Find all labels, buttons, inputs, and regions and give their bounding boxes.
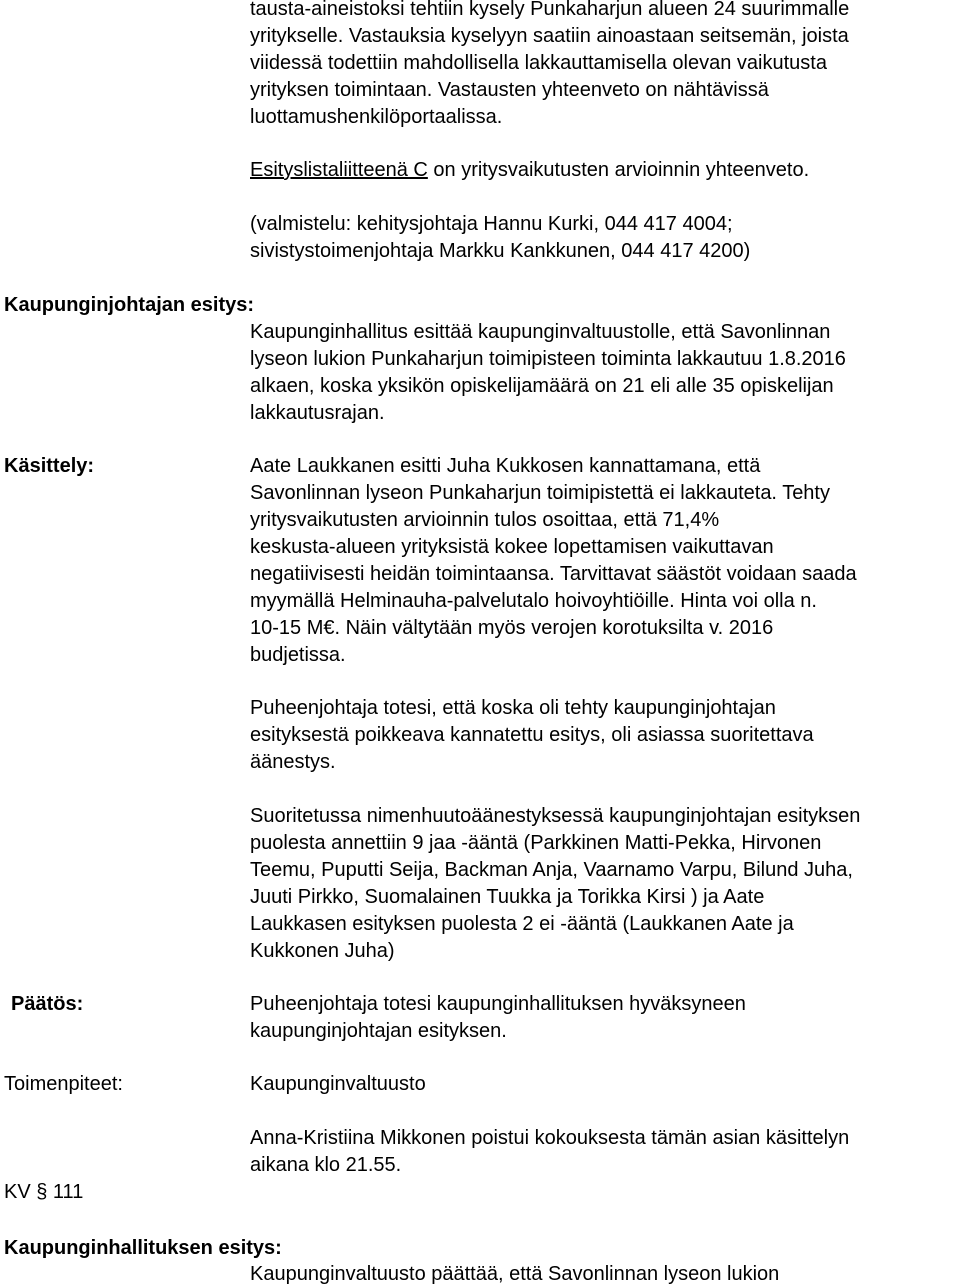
processing-paragraph-3 <box>250 803 960 965</box>
processing-line: Laukkasen esityksen puolesta 2 ei -ääntä (Laukkanen Aate ja <box>250 913 794 935</box>
processing-line: Teemu, Puputti Seija, Backman Anja, Vaarnamo Varpu, Bilund Juha, <box>250 859 853 881</box>
processing-line: puolesta annettiin 9 jaa -ääntä (Parkkinen Matti-Pekka, Hirvonen <box>250 832 822 854</box>
council-proposal-line: Kaupunginvaltuusto päättää, että Savonlinnan lyseon lukion <box>250 1263 780 1285</box>
attachment-text: on yritysvaikutusten arvioinnin yhteenveto. <box>427 159 810 181</box>
mayor-proposal-label: Kaupunginjohtajan esitys: <box>4 294 255 316</box>
actions-label: Toimenpiteet: <box>4 1073 123 1095</box>
attachment-paragraph <box>250 157 960 184</box>
mayor-proposal-line: alkaen, koska yksikön opiskelijamäärä on 21 eli alle 35 opiskelijan <box>250 375 834 397</box>
processing-line: budjetissa. <box>250 644 346 666</box>
processing-line: Aate Laukkanen esitti Juha Kukkosen kannattamana, että <box>250 455 761 477</box>
note-line: aikana klo 21.55. <box>250 1154 402 1176</box>
processing-line: 10-15 M€. Näin vältytään myös verojen korotuksilta v. 2016 <box>250 617 774 639</box>
processing-paragraph-2 <box>250 695 960 776</box>
preparation-paragraph <box>250 211 960 265</box>
processing-line: Savonlinnan lyseon Punkaharjun toimipistettä ei lakkauteta. Tehty <box>250 482 830 504</box>
intro-line: tausta-aineistoksi tehtiin kysely Punkaharjun alueen 24 suurimmalle <box>250 0 850 20</box>
processing-label: Käsittely: <box>4 455 95 477</box>
processing-line: keskusta-alueen yrityksistä kokee lopettamisen vaikuttavan <box>250 536 774 558</box>
council-proposal-label: Kaupunginhallituksen esitys: <box>4 1237 282 1259</box>
intro-line: yritykselle. Vastauksia kyselyyn saatiin ainoastaan seitsemän, joista <box>250 25 849 47</box>
mayor-proposal-text <box>250 319 960 427</box>
processing-line: yritysvaikutusten arvioinnin tulos osoittaa, että 71,4% <box>250 509 720 531</box>
processing-line: Suoritetussa nimenhuutoäänestyksessä kaupunginjohtajan esityksen <box>250 805 861 827</box>
preparation-line: sivistystoimenjohtaja Markku Kankkunen, 044 417 4200) <box>250 240 751 262</box>
actions-value: Kaupunginvaltuusto <box>250 1073 426 1095</box>
note-paragraph <box>250 1125 960 1179</box>
processing-line: Juuti Pirkko, Suomalainen Tuukka ja Torikka Kirsi ) ja Aate <box>250 886 765 908</box>
intro-paragraph <box>250 0 960 131</box>
processing-line: myymällä Helminauha-palvelutalo hoivoyhtiöille. Hinta voi olla n. <box>250 590 817 612</box>
decision-label: Päätös: <box>11 993 84 1015</box>
preparation-line: (valmistelu: kehitysjohtaja Hannu Kurki, 044 417 4004; <box>250 213 733 235</box>
intro-line: yrityksen toimintaan. Vastausten yhteenveto on nähtävissä <box>250 79 769 101</box>
processing-line: negatiivisesti heidän toimintaansa. Tarvittavat säästöt voidaan saada <box>250 563 857 585</box>
decision-line: Puheenjohtaja totesi kaupunginhallituksen hyväksyneen <box>250 993 746 1015</box>
kv-section-label: KV § 111 <box>4 1181 84 1203</box>
attachment-link[interactable]: Esityslistaliitteenä C <box>250 159 428 181</box>
intro-line: luottamushenkilöportaalissa. <box>250 106 503 128</box>
note-line: Anna-Kristiina Mikkonen poistui kokouksesta tämän asian käsittelyn <box>250 1127 850 1149</box>
intro-line: viidessä todettiin mahdollisella lakkauttamisella olevan vaikutusta <box>250 52 827 74</box>
processing-line: esityksestä poikkeava kannatettu esitys, oli asiassa suoritettava <box>250 724 814 746</box>
mayor-proposal-line: Kaupunginhallitus esittää kaupunginvaltuustolle, että Savonlinnan <box>250 321 831 343</box>
processing-paragraph-1 <box>250 453 960 669</box>
mayor-proposal-line: lyseon lukion Punkaharjun toimipisteen toiminta lakkautuu 1.8.2016 <box>250 348 846 370</box>
processing-line: Puheenjohtaja totesi, että koska oli tehty kaupunginjohtajan <box>250 697 776 719</box>
processing-line: Kukkonen Juha) <box>250 940 395 962</box>
decision-line: kaupunginjohtajan esityksen. <box>250 1020 507 1042</box>
mayor-proposal-line: lakkautusrajan. <box>250 402 385 424</box>
processing-line: äänestys. <box>250 751 336 773</box>
decision-text <box>250 991 960 1045</box>
